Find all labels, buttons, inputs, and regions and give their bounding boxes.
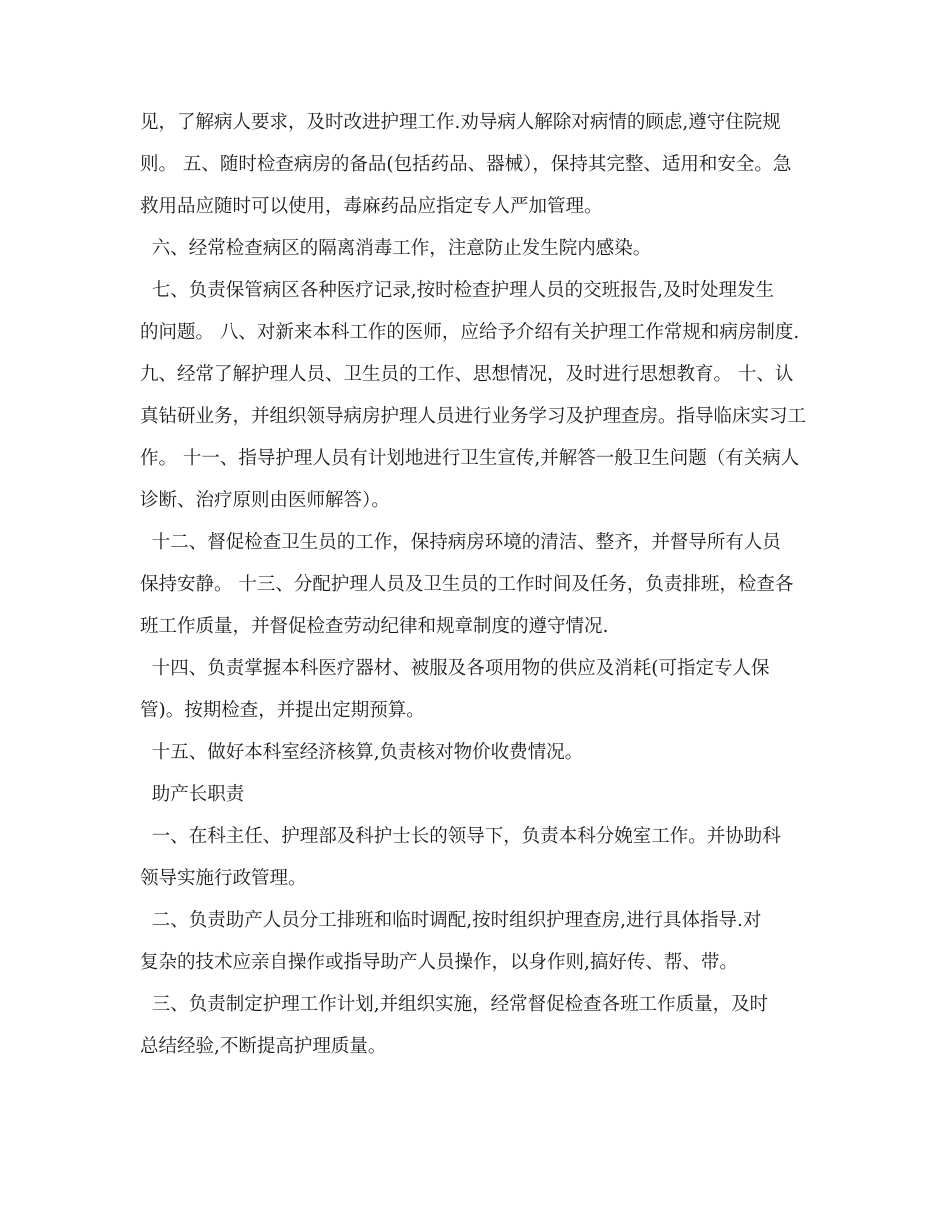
text-line: 七、负责保管病区各种医疗记录,按时检查护理人员的交班报告,及时处理发生	[140, 280, 775, 301]
text-line: 二、负责助产人员分工排班和临时调配,按时组织护理查房,进行具体指导.对	[140, 910, 762, 931]
text-line: 见，了解病人要求，及时改进护理工作.劝导病人解除对病情的顾虑,遵守住院规	[140, 112, 781, 133]
section-heading: 助产长职责	[140, 784, 245, 805]
text-line: 复杂的技术应亲自操作或指导助产人员操作，以身作则,搞好传、帮、带。	[140, 952, 738, 973]
text-line: 作。 十一、指导护理人员有计划地进行卫生宣传,并解答一般卫生问题（有关病人	[140, 448, 800, 469]
text-line: 领导实施行政管理。	[140, 868, 307, 889]
text-line: 总结经验,不断提高护理质量。	[140, 1036, 387, 1057]
text-line: 三、负责制定护理工作计划,并组织实施，经常督促检查各班工作质量，及时	[140, 994, 769, 1015]
text-line: 十四、负责掌握本科医疗器材、被服及各项用物的供应及消耗(可指定专人保	[140, 658, 770, 679]
text-line: 一、在科主任、护理部及科护士长的领导下，负责本科分娩室工作。并协助科	[140, 826, 781, 847]
text-line: 十二、督促检查卫生员的工作，保持病房环境的清洁、整齐，并督导所有人员	[140, 532, 781, 553]
text-line: 诊断、治疗原则由医师解答）。	[140, 490, 390, 511]
text-line: 真钻研业务，并组织领导病房护理人员进行业务学习及护理查房。指导临床实习工	[140, 406, 807, 427]
text-line: 九、经常了解护理人员、卫生员的工作、思想情况，及时进行思想教育。 十、认	[140, 364, 794, 385]
text-line: 十五、做好本科室经济核算,负责核对物价收费情况。	[140, 742, 584, 763]
text-line: 六、经常检查病区的隔离消毒工作，注意防止发生院内感染。	[140, 238, 652, 259]
text-line: 救用品应随时可以使用，毒麻药品应指定专人严加管理。	[140, 196, 603, 217]
text-line: 班工作质量，并督促检查劳动纪律和规章制度的遵守情况.	[140, 616, 609, 637]
text-line: 保持安静。 十三、分配护理人员及卫生员的工作时间及任务，负责排班，检查各	[140, 574, 794, 595]
text-line: 则。 五、随时检查病房的备品(包括药品、器械），保持其完整、适用和安全。急	[140, 154, 792, 175]
text-line: 的问题。 八、对新来本科工作的医师，应给予介绍有关护理工作常规和病房制度.	[140, 322, 800, 343]
text-line: 管)。按期检查，并提出定期预算。	[140, 700, 425, 721]
